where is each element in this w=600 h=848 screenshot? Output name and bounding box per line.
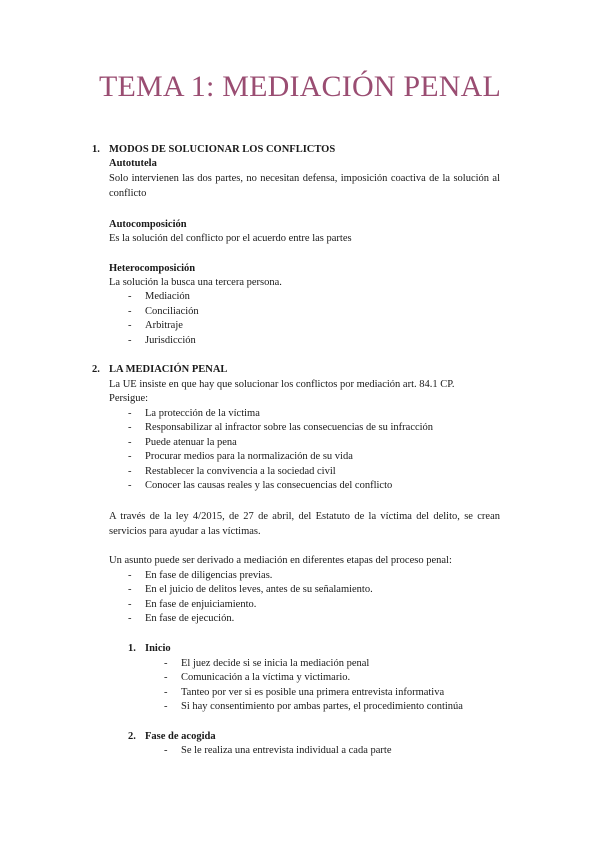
list-dash: - [128,613,132,624]
autocomposicion-heading: Autocomposición [109,219,187,230]
list-dash: - [164,701,168,712]
autocomposicion-text: Es la solución del conflicto por el acuerdo entre las partes [109,233,352,244]
list-item: En fase de ejecución. [145,613,235,624]
mediacion-intro: La UE insiste en que hay que solucionar los conflictos por mediación art. 84.1 CP. [109,379,455,390]
heterocomposicion-text: La solución la busca una tercera persona. [109,277,282,288]
section-2-heading: LA MEDIACIÓN PENAL [109,364,228,375]
list-dash: - [128,451,132,462]
list-dash: - [128,335,132,346]
list-dash: - [128,466,132,477]
subsection-1-number: 1. [128,643,136,654]
subsection-2-heading: Fase de acogida [145,731,216,742]
section-2-number: 2. [92,364,100,375]
list-item: Conciliación [145,306,199,317]
page-title: TEMA 1: MEDIACIÓN PENAL [98,70,502,103]
section-1-heading: MODOS DE SOLUCIONAR LOS CONFLICTOS [109,144,336,155]
etapas-intro: Un asunto puede ser derivado a mediación en diferentes etapas del proceso penal: [109,555,452,566]
autotutela-heading: Autotutela [109,158,157,169]
list-dash: - [164,672,168,683]
list-item: La protección de la víctima [145,408,260,419]
list-item: Mediación [145,291,190,302]
list-item: El juez decide si se inicia la mediación penal [181,658,370,669]
list-dash: - [128,480,132,491]
section-1-number: 1. [92,144,100,155]
list-item: Se le realiza una entrevista individual a cada parte [181,745,392,756]
list-item: En fase de diligencias previas. [145,570,273,581]
list-item: En el juicio de delitos leves, antes de su señalamiento. [145,584,373,595]
list-item: Puede atenuar la pena [145,437,237,448]
list-dash: - [164,687,168,698]
list-dash: - [128,599,132,610]
list-item: Arbitraje [145,320,183,331]
list-item: Conocer las causas reales y las consecuencias del conflicto [145,480,393,491]
list-dash: - [128,320,132,331]
list-item: En fase de enjuiciamiento. [145,599,257,610]
list-dash: - [128,306,132,317]
list-item: Restablecer la convivencia a la sociedad civil [145,466,336,477]
list-item: Jurisdicción [145,335,196,346]
list-item: Si hay consentimiento por ambas partes, el procedimiento continúa [181,701,463,712]
list-dash: - [128,584,132,595]
autotutela-text: Solo intervienen las dos partes, no necesitan defensa, imposición coactiva de la solución al conflicto [109,173,500,199]
list-dash: - [128,570,132,581]
list-dash: - [128,291,132,302]
list-dash: - [128,422,132,433]
list-item: Procurar medios para la normalización de su vida [145,451,353,462]
list-item: Tanteo por ver si es posible una primera entrevista informativa [181,687,445,698]
heterocomposicion-heading: Heterocomposición [109,263,196,274]
list-dash: - [164,745,168,756]
list-item: Responsabilizar al infractor sobre las consecuencias de su infracción [145,422,434,433]
list-dash: - [164,658,168,669]
persigue-label: Persigue: [109,393,149,404]
ley-paragraph: A través de la ley 4/2015, de 27 de abril, del Estatuto de la víctima del delito, se crean servicios para ayudar a las víctimas. [109,511,500,537]
list-dash: - [128,408,132,419]
list-item: Comunicación a la víctima y victimario. [181,672,351,683]
subsection-1-heading: Inicio [145,643,171,654]
list-dash: - [128,437,132,448]
subsection-2-number: 2. [128,731,136,742]
